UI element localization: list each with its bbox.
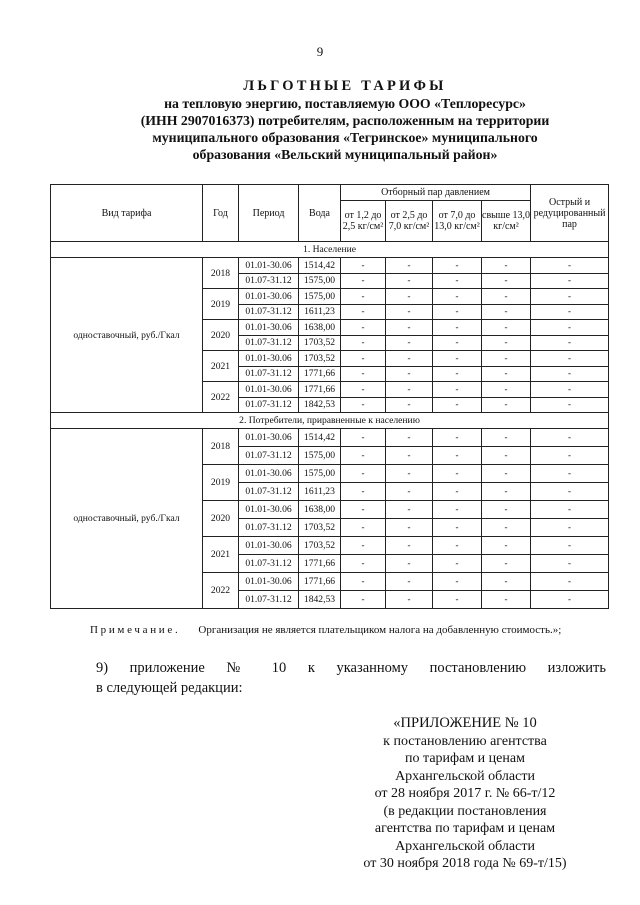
water-cell: 1575,00: [299, 465, 341, 483]
header-water: Вода: [299, 185, 341, 242]
dash-cell: -: [433, 429, 482, 447]
dash-cell: -: [386, 429, 433, 447]
appendix-line: Архангельской области: [395, 838, 535, 854]
dash-cell: -: [531, 465, 609, 483]
dash-cell: -: [386, 591, 433, 609]
dash-cell: -: [341, 501, 386, 519]
water-cell: 1842,53: [299, 591, 341, 609]
dash-cell: -: [386, 537, 433, 555]
dash-cell: -: [341, 465, 386, 483]
water-cell: 1575,00: [299, 289, 341, 305]
period-cell: 01.01-30.06: [239, 258, 299, 274]
dash-cell: -: [482, 483, 531, 501]
water-cell: 1771,66: [299, 555, 341, 573]
dash-cell: -: [531, 573, 609, 591]
header-steam-4: свыше 13,0 кг/см²: [482, 201, 531, 242]
period-cell: 01.07-31.12: [239, 555, 299, 573]
period-cell: 01.07-31.12: [239, 273, 299, 289]
dash-cell: -: [341, 483, 386, 501]
period-cell: 01.01-30.06: [239, 537, 299, 555]
dash-cell: -: [386, 382, 433, 398]
period-cell: 01.01-30.06: [239, 289, 299, 305]
note: [90, 624, 620, 636]
dash-cell: -: [433, 501, 482, 519]
period-cell: 01.07-31.12: [239, 366, 299, 382]
dash-cell: -: [482, 335, 531, 351]
dash-cell: -: [482, 501, 531, 519]
dash-cell: -: [482, 555, 531, 573]
period-cell: 01.01-30.06: [239, 429, 299, 447]
dash-cell: -: [433, 304, 482, 320]
appendix-line: от 30 ноября 2018 года № 69-т/15): [363, 856, 567, 871]
dash-cell: -: [341, 366, 386, 382]
period-cell: 01.07-31.12: [239, 335, 299, 351]
dash-cell: -: [386, 501, 433, 519]
dash-cell: -: [386, 573, 433, 591]
year-cell: 2022: [203, 573, 239, 609]
period-cell: 01.07-31.12: [239, 397, 299, 413]
dash-cell: -: [531, 289, 609, 305]
year-cell: 2021: [203, 537, 239, 573]
dash-cell: -: [433, 537, 482, 555]
year-cell: 2020: [203, 320, 239, 351]
dash-cell: -: [341, 591, 386, 609]
dash-cell: -: [531, 483, 609, 501]
period-cell: 01.01-30.06: [239, 382, 299, 398]
title-line-3: (ИНН 2907016373) потребителям, расположенным на территории: [140, 113, 550, 128]
dash-cell: -: [531, 320, 609, 336]
dash-cell: -: [386, 447, 433, 465]
dash-cell: -: [341, 304, 386, 320]
dash-cell: -: [433, 519, 482, 537]
table-row: [51, 429, 609, 447]
water-cell: 1575,00: [299, 273, 341, 289]
dash-cell: -: [386, 273, 433, 289]
dash-cell: -: [341, 555, 386, 573]
year-cell: 2021: [203, 351, 239, 382]
dash-cell: -: [386, 335, 433, 351]
dash-cell: -: [531, 273, 609, 289]
page-number: 9: [316, 44, 324, 59]
dash-cell: -: [341, 335, 386, 351]
header-tariff-type: Вид тарифа: [51, 185, 203, 242]
dash-cell: -: [433, 397, 482, 413]
water-cell: 1771,66: [299, 382, 341, 398]
appendix-line: от 28 ноября 2017 г. № 66-т/12: [374, 786, 556, 801]
dash-cell: -: [482, 537, 531, 555]
dash-cell: -: [482, 519, 531, 537]
dash-cell: -: [433, 573, 482, 591]
document-title: [100, 78, 590, 163]
appendix-line: «ПРИЛОЖЕНИЕ № 10: [393, 715, 537, 731]
title-line-2: на тепловую энергию, поставляемую ООО «Теплоресурс»: [164, 96, 526, 111]
period-cell: 01.01-30.06: [239, 320, 299, 336]
dash-cell: -: [433, 555, 482, 573]
dash-cell: -: [433, 351, 482, 367]
water-cell: 1611,23: [299, 483, 341, 501]
appendix-line: Архангельской области: [395, 768, 535, 784]
water-cell: 1575,00: [299, 447, 341, 465]
dash-cell: -: [386, 366, 433, 382]
dash-cell: -: [482, 273, 531, 289]
dash-cell: -: [482, 366, 531, 382]
dash-cell: -: [386, 258, 433, 274]
dash-cell: -: [386, 320, 433, 336]
table-row: [51, 258, 609, 274]
note-label: Примечание.: [90, 624, 181, 636]
water-cell: 1638,00: [299, 320, 341, 336]
dash-cell: -: [531, 304, 609, 320]
dash-cell: -: [531, 366, 609, 382]
dash-cell: -: [433, 465, 482, 483]
note-text: Организация не является плательщиком налога на добавленную стоимость.»;: [198, 624, 562, 636]
dash-cell: -: [386, 465, 433, 483]
title-line-4: муниципального образования «Тегринское» муниципального: [152, 130, 538, 145]
dash-cell: -: [386, 289, 433, 305]
year-cell: 2018: [203, 258, 239, 289]
dash-cell: -: [433, 366, 482, 382]
dash-cell: -: [531, 555, 609, 573]
water-cell: 1771,66: [299, 573, 341, 591]
dash-cell: -: [531, 258, 609, 274]
dash-cell: -: [341, 519, 386, 537]
dash-cell: -: [386, 397, 433, 413]
dash-cell: -: [531, 335, 609, 351]
water-cell: 1514,42: [299, 429, 341, 447]
period-cell: 01.01-30.06: [239, 465, 299, 483]
dash-cell: -: [386, 351, 433, 367]
dash-cell: -: [341, 351, 386, 367]
section-title: 1. Население: [51, 242, 609, 258]
tariff-table: [50, 184, 609, 609]
dash-cell: -: [433, 335, 482, 351]
appendix-line: агентства по тарифам и ценам: [374, 821, 556, 836]
year-cell: 2020: [203, 501, 239, 537]
appendix-line: по тарифам и ценам: [405, 751, 525, 766]
appendix-header: [340, 715, 590, 873]
water-cell: 1703,52: [299, 335, 341, 351]
dash-cell: -: [341, 429, 386, 447]
header-steam-group: Отборный пар давлением: [341, 185, 531, 201]
water-cell: 1703,52: [299, 519, 341, 537]
water-cell: 1771,66: [299, 366, 341, 382]
dash-cell: -: [482, 320, 531, 336]
period-cell: 01.01-30.06: [239, 573, 299, 591]
dash-cell: -: [482, 591, 531, 609]
dash-cell: -: [482, 382, 531, 398]
dash-cell: -: [341, 273, 386, 289]
tariff-type-cell: одноставочный, руб./Гкал: [51, 429, 203, 609]
water-cell: 1703,52: [299, 351, 341, 367]
dash-cell: -: [433, 447, 482, 465]
dash-cell: -: [482, 289, 531, 305]
water-cell: 1842,53: [299, 397, 341, 413]
dash-cell: -: [531, 429, 609, 447]
period-cell: 01.01-30.06: [239, 501, 299, 519]
water-cell: 1638,00: [299, 501, 341, 519]
dash-cell: -: [531, 591, 609, 609]
dash-cell: -: [482, 351, 531, 367]
dash-cell: -: [482, 397, 531, 413]
tariff-type-cell: одноставочный, руб./Гкал: [51, 258, 203, 413]
period-cell: 01.07-31.12: [239, 519, 299, 537]
dash-cell: -: [433, 258, 482, 274]
header-sharp-steam: Острый и редуцированный пар: [531, 185, 609, 242]
dash-cell: -: [341, 320, 386, 336]
dash-cell: -: [341, 397, 386, 413]
appendix-line: к постановлению агентства: [383, 733, 547, 749]
dash-cell: -: [433, 273, 482, 289]
dash-cell: -: [341, 258, 386, 274]
header-steam-2: от 2,5 до 7,0 кг/см²: [386, 201, 433, 242]
dash-cell: -: [386, 519, 433, 537]
dash-cell: -: [341, 447, 386, 465]
dash-cell: -: [531, 501, 609, 519]
water-cell: 1703,52: [299, 537, 341, 555]
dash-cell: -: [482, 465, 531, 483]
paragraph-line-1: 9) приложение № 10 к указанному постановлению изложить: [96, 660, 606, 676]
water-cell: 1611,23: [299, 304, 341, 320]
header-period: Период: [239, 185, 299, 242]
dash-cell: -: [433, 483, 482, 501]
water-cell: 1514,42: [299, 258, 341, 274]
period-cell: 01.07-31.12: [239, 483, 299, 501]
year-cell: 2022: [203, 382, 239, 413]
dash-cell: -: [531, 397, 609, 413]
dash-cell: -: [433, 591, 482, 609]
dash-cell: -: [386, 555, 433, 573]
header-year: Год: [203, 185, 239, 242]
dash-cell: -: [531, 382, 609, 398]
title-line-5: образования «Вельский муниципальный район»: [192, 147, 498, 162]
period-cell: 01.07-31.12: [239, 591, 299, 609]
dash-cell: -: [482, 304, 531, 320]
dash-cell: -: [433, 289, 482, 305]
dash-cell: -: [531, 537, 609, 555]
dash-cell: -: [482, 258, 531, 274]
dash-cell: -: [341, 537, 386, 555]
year-cell: 2019: [203, 465, 239, 501]
dash-cell: -: [386, 483, 433, 501]
dash-cell: -: [341, 289, 386, 305]
dash-cell: -: [531, 351, 609, 367]
dash-cell: -: [482, 573, 531, 591]
dash-cell: -: [433, 320, 482, 336]
period-cell: 01.07-31.12: [239, 447, 299, 465]
header-steam-3: от 7,0 до 13,0 кг/см²: [433, 201, 482, 242]
year-cell: 2018: [203, 429, 239, 465]
header-steam-1: от 1,2 до 2,5 кг/см²: [341, 201, 386, 242]
period-cell: 01.07-31.12: [239, 304, 299, 320]
dash-cell: -: [531, 447, 609, 465]
dash-cell: -: [482, 447, 531, 465]
year-cell: 2019: [203, 289, 239, 320]
dash-cell: -: [341, 382, 386, 398]
dash-cell: -: [531, 519, 609, 537]
dash-cell: -: [482, 429, 531, 447]
dash-cell: -: [386, 304, 433, 320]
appendix-line: (в редакции постановления: [383, 803, 547, 819]
section-title: 2. Потребители, приравненные к населению: [51, 413, 609, 429]
paragraph-line-2: в следующей редакции:: [96, 680, 243, 696]
dash-cell: -: [433, 382, 482, 398]
title-line-1: ЛЬГОТНЫЕ ТАРИФЫ: [243, 78, 447, 94]
period-cell: 01.01-30.06: [239, 351, 299, 367]
dash-cell: -: [341, 573, 386, 591]
